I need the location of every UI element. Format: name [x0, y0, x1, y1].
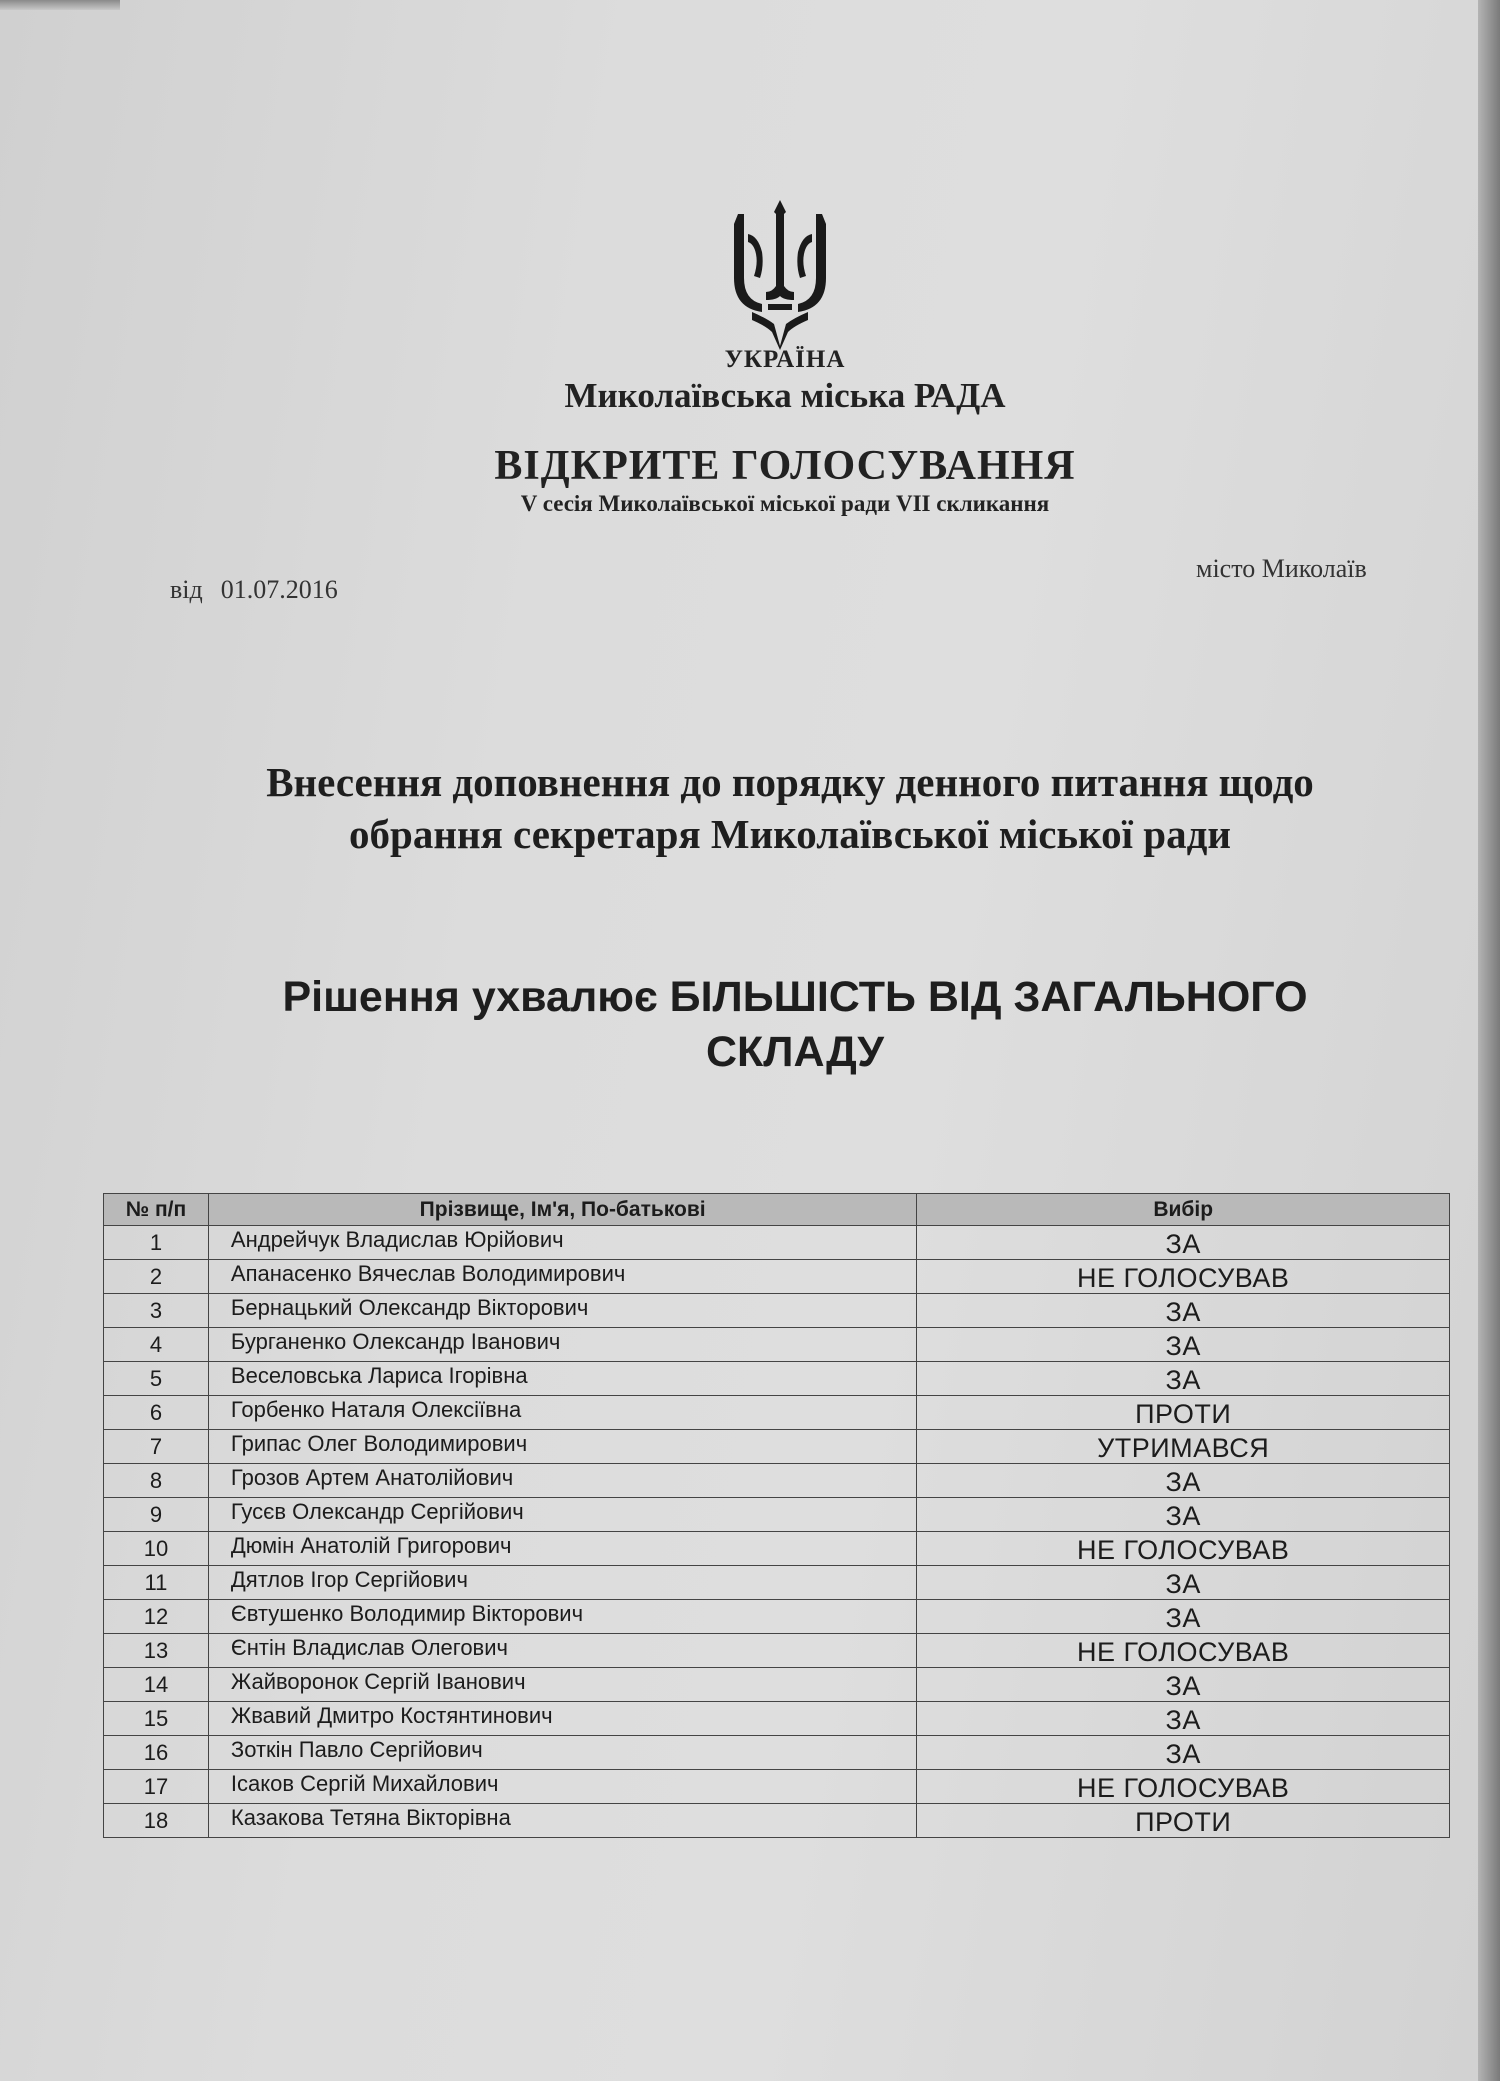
vote-choice: ЗА — [917, 1464, 1450, 1498]
session-info: V сесія Миколаївської міської ради VII скликання — [520, 491, 1050, 516]
vote-choice: ПРОТИ — [917, 1396, 1450, 1430]
deputy-name: Грозов Артем Анатолійович — [208, 1464, 916, 1498]
row-number: 11 — [104, 1566, 209, 1600]
table-row — [104, 1294, 1450, 1328]
row-number: 16 — [104, 1736, 209, 1770]
vote-choice: ЗА — [917, 1566, 1450, 1600]
table-row — [104, 1226, 1450, 1260]
deputy-name: Веселовська Лариса Ігорівна — [208, 1362, 916, 1396]
row-number: 14 — [104, 1668, 209, 1702]
deputy-name: Гусєв Олександр Сергійович — [208, 1498, 916, 1532]
column-header-number: № п/п — [104, 1194, 209, 1226]
row-number: 10 — [104, 1532, 209, 1566]
agenda-title-line-1: Внесення доповнення до порядку денного питання щодо — [266, 759, 1314, 805]
table-row — [104, 1532, 1450, 1566]
page-edge-shadow — [1478, 0, 1500, 2081]
date-value: 01.07.2016 — [220, 575, 338, 604]
row-number: 9 — [104, 1498, 209, 1532]
vote-choice: НЕ ГОЛОСУВАВ — [917, 1770, 1450, 1804]
row-number: 3 — [104, 1294, 209, 1328]
vote-choice: ЗА — [917, 1498, 1450, 1532]
agenda-title-line-2: обрання секретаря Миколаївської міської ради — [349, 811, 1231, 857]
table-row — [104, 1362, 1450, 1396]
deputy-name: Зоткін Павло Сергійович — [208, 1736, 916, 1770]
ukraine-trident-icon — [730, 200, 830, 350]
table-row — [104, 1736, 1450, 1770]
table-row — [104, 1328, 1450, 1362]
deputy-name: Євтушенко Володимир Вікторович — [208, 1600, 916, 1634]
column-header-vote: Вибір — [917, 1194, 1450, 1226]
vote-choice: ЗА — [917, 1600, 1450, 1634]
vote-type-title: ВІДКРИТЕ ГОЛОСУВАННЯ — [494, 443, 1076, 489]
deputy-name: Андрейчук Владислав Юрійович — [208, 1226, 916, 1260]
row-number: 18 — [104, 1804, 209, 1838]
vote-choice: ЗА — [917, 1362, 1450, 1396]
row-number: 1 — [104, 1226, 209, 1260]
row-number: 13 — [104, 1634, 209, 1668]
table-row — [104, 1260, 1450, 1294]
vote-choice: ЗА — [917, 1668, 1450, 1702]
table-row — [104, 1668, 1450, 1702]
vote-choice: ЗА — [917, 1226, 1450, 1260]
vote-choice: НЕ ГОЛОСУВАВ — [917, 1532, 1450, 1566]
row-number: 4 — [104, 1328, 209, 1362]
row-number: 7 — [104, 1430, 209, 1464]
country-label: УКРАЇНА — [724, 346, 846, 373]
table-row — [104, 1464, 1450, 1498]
table-row — [104, 1566, 1450, 1600]
row-number: 2 — [104, 1260, 209, 1294]
deputy-name: Горбенко Наталя Олексіївна — [208, 1396, 916, 1430]
deputy-name: Апанасенко Вячеслав Володимирович — [208, 1260, 916, 1294]
column-header-name: Прізвище, Ім'я, По-батькові — [208, 1194, 916, 1226]
vote-choice: ПРОТИ — [917, 1804, 1450, 1838]
date-line — [170, 575, 338, 605]
table-row — [104, 1804, 1450, 1838]
row-number: 5 — [104, 1362, 209, 1396]
vote-choice: ЗА — [917, 1702, 1450, 1736]
deputy-name: Дятлов Ігор Сергійович — [208, 1566, 916, 1600]
row-number: 15 — [104, 1702, 209, 1736]
deputy-name: Дюмін Анатолій Григорович — [208, 1532, 916, 1566]
vote-choice: НЕ ГОЛОСУВАВ — [917, 1260, 1450, 1294]
vote-choice: ЗА — [917, 1328, 1450, 1362]
row-number: 6 — [104, 1396, 209, 1430]
scan-corner-mark — [0, 0, 120, 10]
row-number: 17 — [104, 1770, 209, 1804]
table-row — [104, 1600, 1450, 1634]
decision-rule-line-2: СКЛАДУ — [705, 1028, 885, 1076]
deputy-name: Казакова Тетяна Вікторівна — [208, 1804, 916, 1838]
council-name: Миколаївська міська РАДА — [564, 376, 1006, 415]
date-prefix: від — [170, 575, 203, 604]
decision-rule-line-1: Рішення ухвалює БІЛЬШІСТЬ ВІД ЗАГАЛЬНОГО — [282, 973, 1308, 1021]
table-row — [104, 1430, 1450, 1464]
city-label: місто Миколаїв — [1196, 554, 1367, 583]
row-number: 8 — [104, 1464, 209, 1498]
table-header-row — [104, 1194, 1450, 1226]
deputy-name: Бурганенко Олександр Іванович — [208, 1328, 916, 1362]
table-row — [104, 1770, 1450, 1804]
vote-choice: ЗА — [917, 1736, 1450, 1770]
deputy-name: Бернацький Олександр Вікторович — [208, 1294, 916, 1328]
row-number: 12 — [104, 1600, 209, 1634]
deputy-name: Єнтін Владислав Олегович — [208, 1634, 916, 1668]
vote-choice: УТРИМАВСЯ — [917, 1430, 1450, 1464]
table-row — [104, 1702, 1450, 1736]
deputy-name: Ісаков Сергій Михайлович — [208, 1770, 916, 1804]
table-row — [104, 1396, 1450, 1430]
table-row — [104, 1498, 1450, 1532]
vote-choice: НЕ ГОЛОСУВАВ — [917, 1634, 1450, 1668]
vote-choice: ЗА — [917, 1294, 1450, 1328]
deputy-name: Жайворонок Сергій Іванович — [208, 1668, 916, 1702]
table-row — [104, 1634, 1450, 1668]
deputy-name: Жвавий Дмитро Костянтинович — [208, 1702, 916, 1736]
deputy-name: Грипас Олег Володимирович — [208, 1430, 916, 1464]
votes-table — [103, 1193, 1450, 1838]
